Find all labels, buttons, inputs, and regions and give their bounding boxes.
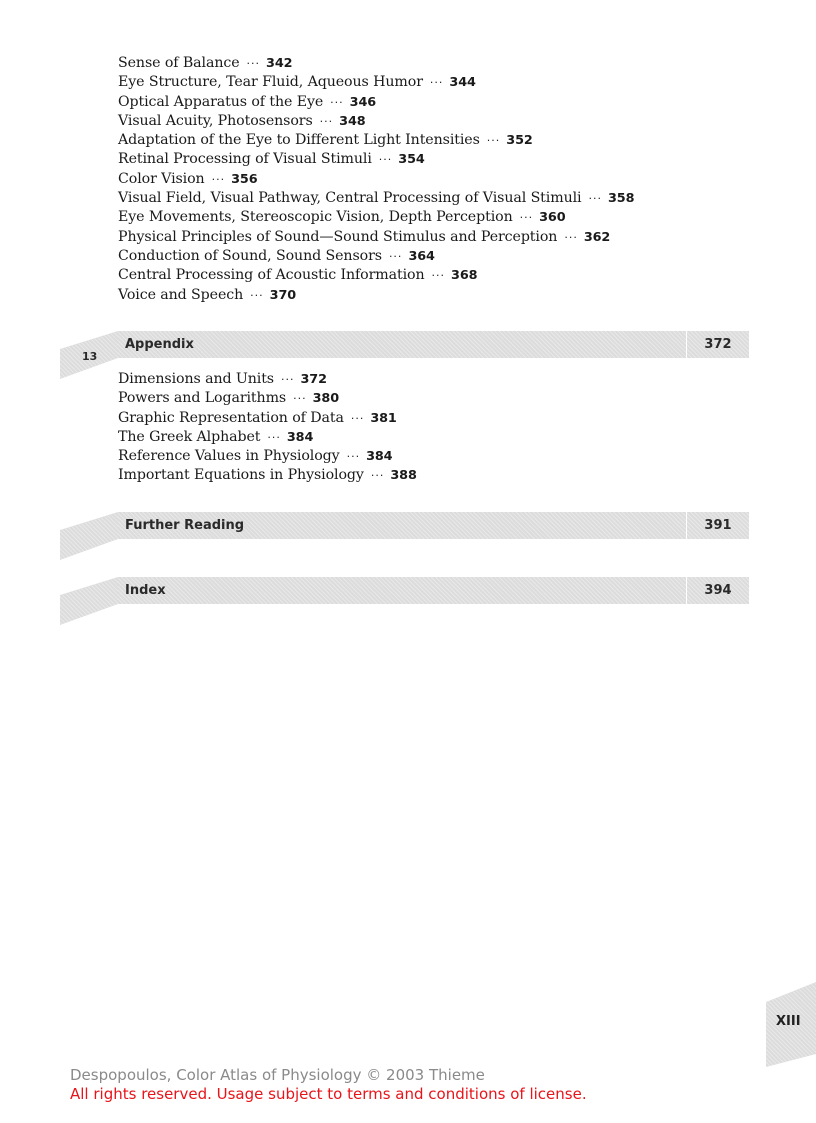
section-title: Index (125, 583, 166, 598)
leader: ··· (431, 269, 446, 283)
section-bar (118, 577, 686, 604)
entry-page: 364 (408, 248, 435, 264)
entry-title: Visual Acuity, Photosensors (118, 112, 313, 129)
toc-entry[interactable] (118, 189, 634, 208)
toc-entries-appendix (118, 370, 417, 486)
entry-title: Conduction of Sound, Sound Sensors (118, 247, 382, 264)
toc-entry[interactable] (118, 370, 417, 389)
entry-page: 342 (266, 56, 293, 71)
toc-entry[interactable] (118, 266, 634, 285)
entry-page: 372 (300, 372, 327, 387)
leader: ··· (370, 469, 385, 483)
entry-title: Central Processing of Acoustic Information (118, 267, 425, 284)
entry-title: Physical Principles of Sound—Sound Stimulus and Perception (118, 228, 558, 245)
entry-page: 381 (370, 410, 397, 426)
entry-page: 348 (339, 113, 366, 129)
footer-license: All rights reserved. Usage subject to terms and conditions of license. (70, 1085, 587, 1103)
leader: ··· (388, 249, 403, 263)
entry-page: 358 (608, 191, 635, 207)
leader: ··· (250, 288, 264, 302)
entry-page: 356 (231, 171, 258, 187)
leader: ··· (293, 392, 307, 406)
leader: ··· (564, 230, 578, 244)
toc-entry[interactable] (118, 409, 417, 428)
toc-entry[interactable] (118, 447, 417, 466)
toc-entry[interactable] (118, 389, 417, 408)
leader: ··· (330, 95, 344, 109)
toc-entry[interactable] (118, 228, 634, 247)
entry-title: Reference Values in Physiology (118, 448, 340, 465)
entry-page: 346 (349, 94, 377, 110)
leader: ··· (486, 134, 501, 148)
entry-title: Eye Movements, Stereoscopic Vision, Depth Perception (118, 209, 513, 226)
toc-entry[interactable] (118, 286, 634, 305)
entry-page: 360 (539, 210, 566, 226)
chapter-number: 13 (82, 350, 98, 363)
section-index[interactable] (60, 577, 750, 627)
leader: ··· (429, 76, 444, 90)
leader: ··· (281, 373, 295, 386)
entry-page: 352 (506, 133, 533, 149)
section-further-reading[interactable] (60, 512, 750, 562)
entry-title: Powers and Logarithms (118, 390, 287, 407)
chapter-tab (60, 577, 118, 627)
toc-entry[interactable] (118, 170, 634, 189)
toc-entry[interactable] (118, 247, 634, 266)
entry-page: 388 (390, 468, 417, 484)
entry-title: Optical Apparatus of the Eye (118, 93, 324, 110)
page-number: XIII (776, 1014, 801, 1029)
leader: ··· (267, 430, 281, 444)
entry-title: Eye Structure, Tear Fluid, Aqueous Humor (118, 74, 423, 91)
entry-page: 344 (449, 75, 476, 91)
entry-page: 370 (269, 287, 297, 303)
section-page: 391 (704, 518, 732, 533)
toc-entry[interactable] (118, 112, 634, 131)
chapter-tab (60, 512, 118, 562)
entry-title: Color Vision (118, 170, 205, 187)
toc-entry[interactable] (118, 73, 634, 92)
toc-entry[interactable] (118, 208, 634, 227)
entry-page: 380 (312, 391, 340, 407)
leader: ··· (378, 153, 393, 167)
entry-page: 354 (398, 152, 425, 168)
leader: ··· (519, 211, 534, 225)
toc-entry[interactable] (118, 150, 634, 169)
entry-title: Retinal Processing of Visual Stimuli (118, 151, 372, 168)
leader: ··· (319, 114, 334, 128)
entry-page: 384 (286, 429, 314, 445)
entry-title: Important Equations in Physiology (118, 467, 364, 484)
entry-title: The Greek Alphabet (118, 428, 261, 445)
section-title: Further Reading (125, 518, 245, 533)
leader: ··· (588, 192, 602, 206)
entry-title: Dimensions and Units (118, 371, 274, 387)
section-bar (118, 331, 686, 358)
leader: ··· (211, 172, 226, 186)
section-page: 372 (704, 337, 732, 352)
entry-page: 362 (583, 229, 611, 245)
leader: ··· (350, 411, 365, 425)
toc-entries-top (118, 54, 634, 305)
entry-page: 384 (366, 449, 393, 465)
section-page: 394 (704, 583, 732, 598)
section-title: Appendix (125, 337, 194, 352)
entry-page: 368 (451, 268, 478, 284)
entry-title: Voice and Speech (118, 286, 244, 303)
leader: ··· (346, 450, 361, 464)
toc-entry[interactable] (118, 54, 634, 73)
toc-entry[interactable] (118, 93, 634, 112)
footer-copyright: Despopoulos, Color Atlas of Physiology © 2003 Thieme (70, 1066, 485, 1084)
entry-title: Graphic Representation of Data (118, 409, 344, 426)
entry-title: Adaptation of the Eye to Different Light Intensities (118, 132, 480, 149)
entry-title: Visual Field, Visual Pathway, Central Processing of Visual Stimuli (118, 190, 582, 207)
toc-entry[interactable] (118, 466, 417, 485)
entry-title: Sense of Balance (118, 55, 240, 71)
toc-entry[interactable] (118, 428, 417, 447)
toc-entry[interactable] (118, 131, 634, 150)
leader: ··· (246, 57, 261, 70)
